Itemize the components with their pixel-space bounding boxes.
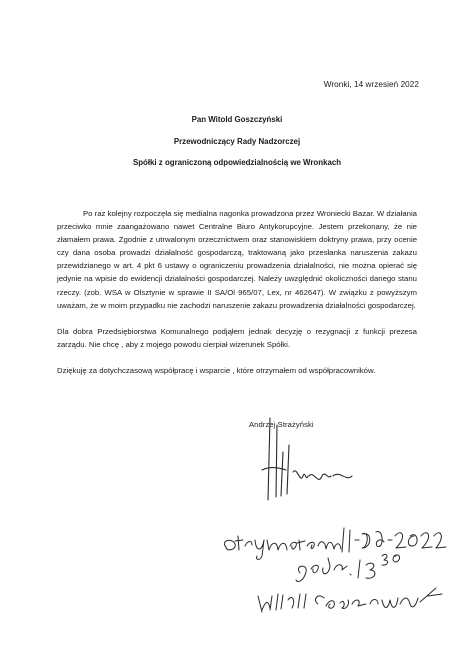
body-paragraph-3: Dziękuję za dotychczasową współpracę i wsparcie , które otrzymałem od współpracowników. bbox=[57, 365, 376, 375]
addressee-company: Spółki z ograniczoną odpowiedzialnością we Wronkach bbox=[132, 158, 342, 167]
body-paragraph-2: Dla dobra Przedsiębiorstwa Komunalnego podjąłem jednak decyzję o rezygnacji z funkcji prezesa zarządu. Nie chcę , aby z mojego powodu cierpiał wizerunek Spółki. bbox=[57, 326, 417, 349]
received-note-line-1 bbox=[224, 528, 446, 559]
letter-date: Wronki, 14 wrzesień 2022 bbox=[323, 80, 419, 89]
signature-printed-name: Andrzej Strażyński bbox=[249, 420, 314, 429]
receiver-signature-image bbox=[258, 588, 442, 612]
body-paragraph-1: Po raz kolejny rozpoczęła się medialna nagonka prowadzona przez Wroniecki Bazar. W działania przeciwko mnie zaangażowano nawet Centralne Biuro Antykorupcyjne. Jestem przekonany, że nie złamałem prawa. Zgodnie z utrwalonym orzecznictwem oraz stanowiskiem doktryny prawa, przy ocenie czy dana osoba prowadzi działalność gospodarczą, traktowaną jako przesłanka naruszenia zakazu przewidzianego w art. 4 pkt 6 ustawy o ograniczeniu prowadzenia działalności, nie można opierać się jedynie na wpisie do ewidencji działalności gospodarczej. Należy uwzględnić okoliczności danego stanu rzeczy. (zob. WSA w Olsztynie w sprawie II SA/Ol 965/07, Lex, nr 462647). W związku z powyższym uważam, że w moim przypadku nie zachodzi naruszenie zakazu prowadzenia działalności gospodarczej. bbox=[57, 209, 417, 310]
addressee-title: Przewodniczący Rady Nadzorczej bbox=[173, 136, 301, 146]
received-note-line-2 bbox=[296, 554, 400, 581]
addressee-name: Pan Witold Goszczyński bbox=[191, 115, 283, 124]
author-signature-image bbox=[262, 418, 352, 500]
